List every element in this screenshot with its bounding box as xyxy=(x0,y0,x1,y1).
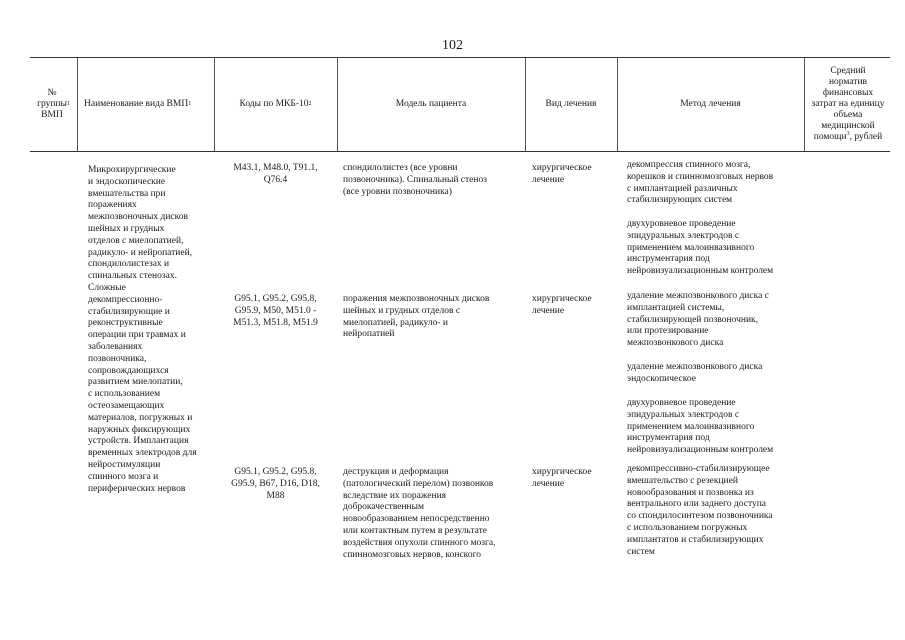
row-1-treatment-type: хирургическое лечение xyxy=(532,163,592,185)
row-1-patient-model: спондилолистез (все уровни позвоночника). Спинальный стеноз (все уровни позвоночника) xyxy=(343,163,487,197)
row-3-codes: G95.1, G95.2, G95.8, G95.9, B67, D16, D18, M88 xyxy=(231,467,320,501)
header-codes: Коды по МКБ-10 2 xyxy=(239,98,312,109)
header-model: Модель пациента xyxy=(395,98,467,109)
row-3-patient-model: деструкция и деформация (патологический перелом) позвонков вследствие их поражения доброкачественным новообразованием непосредственно или контактным путем в результате воздействия опухоли спинного мозга, спинномозговых нервов, конского xyxy=(343,467,496,560)
header-group: № группы ВМП 1 xyxy=(37,87,70,120)
row-2-codes: G95.1, G95.2, G95.8, G95.9, M50, M51.0 - M51.3, M51.8, M51.9 xyxy=(233,294,318,328)
row-2-method-3: двухуровневое проведение эпидуральных электродов с применением малоинвазивного инструментария под нейровизуализационным контролем xyxy=(627,398,774,456)
row-2-patient-model: поражения межпозвоночных дисков шейных и грудных отделов с миелопатией, радикуло- и нейропатией xyxy=(343,294,490,340)
row-2-treatment-type: хирургическое лечение xyxy=(532,294,592,316)
header-name: Наименование вида ВМП 1 xyxy=(84,98,192,109)
row-1-method-1: декомпрессия спинного мозга, корешков и спинномозговых нервов с имплантацией различных стабилизирующих систем xyxy=(627,160,774,206)
page-number: 102 xyxy=(442,38,463,53)
row-3-treatment-type: хирургическое лечение xyxy=(532,467,592,489)
row-1-codes: M43.1, M48.0, T91.1, Q76.4 xyxy=(233,163,318,185)
vmp-name-text: Микрохирургические и эндоскопические вмешательства при поражениях межпозвоночных дисков шейных и грудных отделов с миелопатией, радикуло- и нейропатией, спондилолистезах и спинальных стенозах. Сложные декомпрессионно- стабилизирующие и реконструктивные операции при травмах и заболеваниях позвоночника, сопровождающихся развитием миелопатии, с использованием остеозамещающих материалов, погружных и наружных фиксирующих устройств. Имплантация временных электродов для нейростимуляции спинного мозга и периферических нервов xyxy=(88,165,197,494)
header-method: Метод лечения xyxy=(680,98,741,109)
row-3-method-1: декомпрессивно-стабилизирующее вмешательство с резекцией новообразования и позвонка из вентрального или заднего доступа со спондилосинтезом позвоночника с использованием погружных имплантатов и стабилизирующих систем xyxy=(627,464,773,557)
row-2-method-1: удаление межпозвонкового диска с имплантацией системы, стабилизирующей позвоночник, или протезирование межпозвонкового диска xyxy=(627,291,769,349)
header-treatment-type: Вид лечения xyxy=(545,98,597,109)
header-cost: Средний норматив финансовых затрат на единицу объема медицинской помощи$^3$, рублей xyxy=(811,65,885,142)
header-bottom-border xyxy=(30,151,890,152)
column-divider xyxy=(77,57,78,151)
row-1-method-2: двухуровневое проведение эпидуральных электродов с применением малоинвазивного инструментария под нейровизуализационным контролем xyxy=(627,219,774,277)
row-2-method-2: удаление межпозвонкового диска эндоскопическое xyxy=(627,362,763,384)
